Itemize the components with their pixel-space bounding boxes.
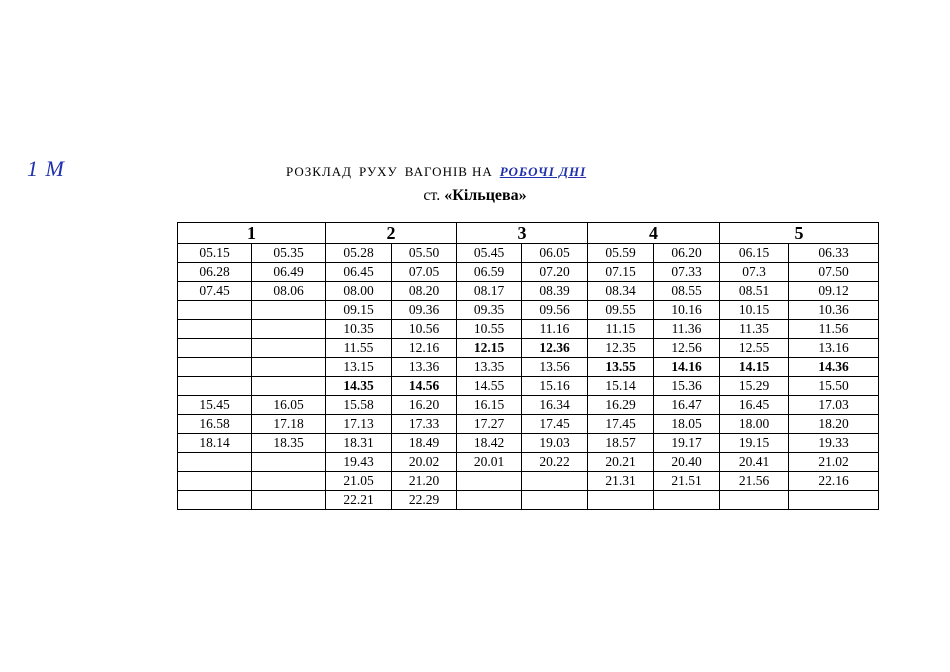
- time-cell: [720, 491, 789, 510]
- time-cell: 13.36: [392, 358, 457, 377]
- time-cell: 06.33: [789, 244, 879, 263]
- time-cell: 17.13: [326, 415, 392, 434]
- time-cell: 11.15: [588, 320, 654, 339]
- time-cell: 10.35: [326, 320, 392, 339]
- table-row: [178, 377, 879, 396]
- time-cell: [178, 301, 252, 320]
- time-cell: 19.17: [654, 434, 720, 453]
- time-cell: 13.55: [588, 358, 654, 377]
- time-cell: 15.29: [720, 377, 789, 396]
- time-cell: 10.16: [654, 301, 720, 320]
- time-cell: [252, 491, 326, 510]
- time-cell: 08.55: [654, 282, 720, 301]
- time-cell: 07.33: [654, 263, 720, 282]
- time-cell: [252, 377, 326, 396]
- group-header-2: 2: [326, 223, 457, 244]
- time-cell: 06.20: [654, 244, 720, 263]
- time-cell: 18.42: [457, 434, 522, 453]
- time-cell: 20.21: [588, 453, 654, 472]
- time-cell: 17.45: [588, 415, 654, 434]
- time-cell: 16.20: [392, 396, 457, 415]
- group-header-3: 3: [457, 223, 588, 244]
- time-cell: 19.03: [522, 434, 588, 453]
- time-cell: 20.22: [522, 453, 588, 472]
- schedule-heading: [286, 164, 586, 180]
- station-name: «Кільцева»: [444, 187, 527, 204]
- time-cell: 07.15: [588, 263, 654, 282]
- time-cell: 19.33: [789, 434, 879, 453]
- time-cell: 16.45: [720, 396, 789, 415]
- time-cell: 20.01: [457, 453, 522, 472]
- time-cell: [457, 491, 522, 510]
- time-cell: 14.55: [457, 377, 522, 396]
- time-cell: 17.45: [522, 415, 588, 434]
- time-cell: 13.16: [789, 339, 879, 358]
- table-row: [178, 320, 879, 339]
- time-cell: 17.33: [392, 415, 457, 434]
- time-cell: 16.29: [588, 396, 654, 415]
- time-cell: [178, 377, 252, 396]
- time-cell: 15.16: [522, 377, 588, 396]
- time-cell: [252, 339, 326, 358]
- time-cell: 08.20: [392, 282, 457, 301]
- time-cell: 07.20: [522, 263, 588, 282]
- time-cell: 12.55: [720, 339, 789, 358]
- time-cell: 08.06: [252, 282, 326, 301]
- table-row: [178, 434, 879, 453]
- table-row: [178, 244, 879, 263]
- time-cell: [588, 491, 654, 510]
- time-cell: 16.34: [522, 396, 588, 415]
- time-cell: 05.15: [178, 244, 252, 263]
- time-cell: 12.16: [392, 339, 457, 358]
- table-row: [178, 358, 879, 377]
- schedule-table: [177, 222, 879, 510]
- time-cell: [252, 472, 326, 491]
- time-cell: 19.15: [720, 434, 789, 453]
- route-label: 1 М: [27, 156, 65, 181]
- time-cell: 10.36: [789, 301, 879, 320]
- station-title: [0, 187, 950, 205]
- table-row: [178, 453, 879, 472]
- table-row: [178, 301, 879, 320]
- time-cell: 10.55: [457, 320, 522, 339]
- group-header-row: [178, 223, 879, 244]
- time-cell: 09.36: [392, 301, 457, 320]
- time-cell: 06.15: [720, 244, 789, 263]
- time-cell: 20.40: [654, 453, 720, 472]
- time-cell: 12.56: [654, 339, 720, 358]
- time-cell: 06.45: [326, 263, 392, 282]
- time-cell: [522, 491, 588, 510]
- time-cell: 08.39: [522, 282, 588, 301]
- heading-word: РОЗКЛАД: [286, 164, 353, 179]
- time-cell: [178, 339, 252, 358]
- time-cell: 06.28: [178, 263, 252, 282]
- time-cell: 17.27: [457, 415, 522, 434]
- time-cell: 16.05: [252, 396, 326, 415]
- time-cell: 06.59: [457, 263, 522, 282]
- heading-word: ВАГОНІВ: [404, 164, 468, 179]
- time-cell: 21.31: [588, 472, 654, 491]
- time-cell: 11.56: [789, 320, 879, 339]
- table-row: [178, 415, 879, 434]
- time-cell: 21.51: [654, 472, 720, 491]
- time-cell: 05.59: [588, 244, 654, 263]
- time-cell: 07.3: [720, 263, 789, 282]
- time-cell: 14.56: [392, 377, 457, 396]
- time-cell: [654, 491, 720, 510]
- time-cell: 18.20: [789, 415, 879, 434]
- time-cell: 09.55: [588, 301, 654, 320]
- time-cell: 05.28: [326, 244, 392, 263]
- time-cell: 07.05: [392, 263, 457, 282]
- time-cell: 21.05: [326, 472, 392, 491]
- time-cell: 16.58: [178, 415, 252, 434]
- time-cell: [178, 491, 252, 510]
- time-cell: 09.12: [789, 282, 879, 301]
- time-cell: 18.35: [252, 434, 326, 453]
- time-cell: 08.00: [326, 282, 392, 301]
- time-cell: 16.47: [654, 396, 720, 415]
- table-row: [178, 282, 879, 301]
- time-cell: 06.05: [522, 244, 588, 263]
- time-cell: 11.36: [654, 320, 720, 339]
- time-cell: 20.02: [392, 453, 457, 472]
- group-header-5: 5: [720, 223, 879, 244]
- time-cell: 16.15: [457, 396, 522, 415]
- time-cell: [178, 320, 252, 339]
- time-cell: 21.56: [720, 472, 789, 491]
- time-cell: 18.14: [178, 434, 252, 453]
- time-cell: 10.15: [720, 301, 789, 320]
- time-cell: [252, 453, 326, 472]
- time-cell: 08.51: [720, 282, 789, 301]
- group-header-1: 1: [178, 223, 326, 244]
- table-row: [178, 339, 879, 358]
- table-row: [178, 396, 879, 415]
- time-cell: 18.49: [392, 434, 457, 453]
- time-cell: 15.14: [588, 377, 654, 396]
- time-cell: [522, 472, 588, 491]
- time-cell: [178, 472, 252, 491]
- time-cell: 18.31: [326, 434, 392, 453]
- table-row: [178, 491, 879, 510]
- time-cell: 05.35: [252, 244, 326, 263]
- time-cell: 09.56: [522, 301, 588, 320]
- time-cell: 15.50: [789, 377, 879, 396]
- time-cell: 11.55: [326, 339, 392, 358]
- table-row: [178, 263, 879, 282]
- time-cell: 12.35: [588, 339, 654, 358]
- time-cell: 09.15: [326, 301, 392, 320]
- time-cell: 13.35: [457, 358, 522, 377]
- time-cell: [178, 453, 252, 472]
- heading-word: НА: [471, 164, 493, 179]
- time-cell: 07.50: [789, 263, 879, 282]
- time-cell: 15.58: [326, 396, 392, 415]
- time-cell: 12.36: [522, 339, 588, 358]
- time-cell: 12.15: [457, 339, 522, 358]
- time-cell: 05.50: [392, 244, 457, 263]
- time-cell: 08.34: [588, 282, 654, 301]
- schedule-body: [178, 244, 879, 510]
- time-cell: 15.36: [654, 377, 720, 396]
- time-cell: 10.56: [392, 320, 457, 339]
- time-cell: 22.21: [326, 491, 392, 510]
- time-cell: 21.20: [392, 472, 457, 491]
- time-cell: 05.45: [457, 244, 522, 263]
- time-cell: 14.36: [789, 358, 879, 377]
- time-cell: 19.43: [326, 453, 392, 472]
- time-cell: [457, 472, 522, 491]
- time-cell: 14.16: [654, 358, 720, 377]
- time-cell: 17.03: [789, 396, 879, 415]
- time-cell: [252, 358, 326, 377]
- time-cell: 13.56: [522, 358, 588, 377]
- time-cell: 09.35: [457, 301, 522, 320]
- time-cell: 08.17: [457, 282, 522, 301]
- time-cell: 18.57: [588, 434, 654, 453]
- time-cell: [789, 491, 879, 510]
- time-cell: 11.16: [522, 320, 588, 339]
- table-row: [178, 472, 879, 491]
- time-cell: 22.29: [392, 491, 457, 510]
- time-cell: 07.45: [178, 282, 252, 301]
- time-cell: 06.49: [252, 263, 326, 282]
- time-cell: 22.16: [789, 472, 879, 491]
- time-cell: [252, 320, 326, 339]
- time-cell: 13.15: [326, 358, 392, 377]
- time-cell: 14.15: [720, 358, 789, 377]
- time-cell: [252, 301, 326, 320]
- heading-word: РУХУ: [359, 164, 398, 179]
- time-cell: [178, 358, 252, 377]
- time-cell: 21.02: [789, 453, 879, 472]
- time-cell: 17.18: [252, 415, 326, 434]
- time-cell: 20.41: [720, 453, 789, 472]
- group-header-4: 4: [588, 223, 720, 244]
- time-cell: 14.35: [326, 377, 392, 396]
- time-cell: 18.00: [720, 415, 789, 434]
- time-cell: 15.45: [178, 396, 252, 415]
- time-cell: 11.35: [720, 320, 789, 339]
- station-prefix: ст.: [423, 187, 441, 204]
- time-cell: 18.05: [654, 415, 720, 434]
- working-days-link[interactable]: РОБОЧІ ДНІ: [499, 164, 587, 179]
